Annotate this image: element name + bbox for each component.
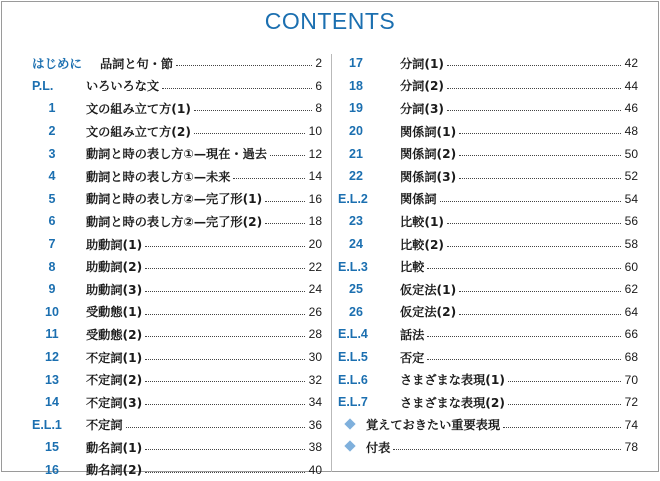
entry-number: 13 bbox=[45, 372, 59, 387]
page-number: 52 bbox=[624, 169, 638, 184]
entry-title: 否定 bbox=[400, 350, 425, 365]
entry-title: 分詞(1) bbox=[400, 56, 444, 71]
dot-leader bbox=[459, 178, 621, 179]
page-number: 20 bbox=[308, 237, 322, 252]
toc-entry[interactable] bbox=[2, 346, 330, 369]
page-number: 26 bbox=[308, 304, 322, 319]
dot-leader bbox=[508, 381, 621, 382]
entry-number: 20 bbox=[349, 124, 363, 139]
page-number: 56 bbox=[624, 214, 638, 229]
entry-title: 文の組み立て方(1) bbox=[86, 101, 191, 116]
toc-entry[interactable] bbox=[2, 210, 330, 233]
dot-leader bbox=[145, 381, 305, 382]
entry-number: 21 bbox=[349, 146, 363, 161]
entry-number: 8 bbox=[48, 259, 56, 274]
page-number: 28 bbox=[308, 327, 322, 342]
dot-leader bbox=[459, 133, 621, 134]
contents-page bbox=[1, 1, 659, 478]
dot-leader bbox=[145, 314, 305, 315]
dot-leader bbox=[459, 291, 621, 292]
entry-number: 14 bbox=[45, 395, 59, 410]
dot-leader bbox=[162, 88, 312, 89]
dot-leader bbox=[459, 155, 621, 156]
toc-entry[interactable] bbox=[2, 142, 330, 165]
page-number: 72 bbox=[624, 395, 638, 410]
entry-number: E.L.4 bbox=[338, 327, 368, 342]
entry-number: はじめに bbox=[32, 57, 83, 72]
page-number: 2 bbox=[315, 56, 322, 71]
toc-entry[interactable] bbox=[338, 368, 638, 391]
entry-title: さまざまな表現(1) bbox=[400, 373, 505, 388]
page-number: 70 bbox=[624, 372, 638, 387]
dot-leader bbox=[145, 359, 305, 360]
page-number: 58 bbox=[624, 237, 638, 252]
entry-title: 文の組み立て方(2) bbox=[86, 124, 191, 139]
entry-title: 動詞と時の表し方①—現在・過去 bbox=[86, 147, 267, 162]
entry-number: 9 bbox=[48, 282, 56, 297]
entry-title: 動名詞(2) bbox=[86, 463, 143, 478]
entry-number: 23 bbox=[349, 214, 363, 229]
entry-number: 25 bbox=[349, 282, 363, 297]
entry-number: 1 bbox=[48, 101, 56, 116]
entry-title: 関係詞(1) bbox=[400, 124, 457, 139]
toc-entry[interactable] bbox=[2, 120, 330, 143]
page-number: 36 bbox=[308, 417, 322, 432]
dot-leader bbox=[427, 359, 621, 360]
entry-title: 受動態(1) bbox=[86, 305, 143, 320]
entry-title: 分詞(2) bbox=[400, 79, 444, 94]
dot-leader bbox=[233, 178, 305, 179]
toc-entry[interactable] bbox=[2, 323, 330, 346]
dot-leader bbox=[145, 246, 305, 247]
toc-entry[interactable] bbox=[338, 255, 638, 278]
toc-entry[interactable] bbox=[338, 436, 638, 459]
page-number: 24 bbox=[308, 282, 322, 297]
toc-entry[interactable] bbox=[338, 301, 638, 324]
dot-leader bbox=[427, 336, 621, 337]
entry-title: 関係詞(3) bbox=[400, 169, 457, 184]
toc-entry[interactable] bbox=[338, 323, 638, 346]
entry-number: 11 bbox=[45, 327, 59, 342]
page-number: 42 bbox=[624, 56, 638, 71]
toc-entry[interactable] bbox=[338, 188, 638, 211]
page-number: 44 bbox=[624, 78, 638, 93]
entry-number: 24 bbox=[349, 237, 363, 252]
toc-entry[interactable] bbox=[2, 75, 330, 98]
page-number: 6 bbox=[315, 78, 322, 93]
entry-title: 不定詞(3) bbox=[86, 395, 143, 410]
entry-number: 26 bbox=[349, 304, 363, 319]
dot-leader bbox=[145, 404, 305, 405]
entry-title: 比較(1) bbox=[400, 214, 444, 229]
entry-number: 18 bbox=[349, 78, 363, 93]
toc-entry[interactable] bbox=[338, 346, 638, 369]
entry-number: 3 bbox=[48, 146, 56, 161]
entry-number: 22 bbox=[349, 169, 363, 184]
toc-entry[interactable] bbox=[338, 75, 638, 98]
entry-number: 19 bbox=[349, 101, 363, 116]
page-number: 68 bbox=[624, 350, 638, 365]
toc-entry[interactable] bbox=[2, 52, 330, 75]
dot-leader bbox=[447, 223, 621, 224]
dot-leader bbox=[145, 291, 305, 292]
page-number: 18 bbox=[308, 214, 322, 229]
entry-title: 仮定法(2) bbox=[400, 305, 457, 320]
page-number: 62 bbox=[624, 282, 638, 297]
page-number: 40 bbox=[308, 462, 322, 477]
dot-leader bbox=[145, 268, 305, 269]
toc-entry[interactable] bbox=[338, 233, 638, 256]
entry-title: 不定詞(1) bbox=[86, 350, 143, 365]
toc-entry[interactable] bbox=[2, 278, 330, 301]
entry-title: 受動態(2) bbox=[86, 327, 143, 342]
dot-leader bbox=[145, 449, 305, 450]
toc-entry[interactable] bbox=[338, 210, 638, 233]
page-number: 74 bbox=[624, 417, 638, 432]
entry-title: 覚えておきたい重要表現 bbox=[366, 418, 501, 433]
page-number: 8 bbox=[315, 101, 322, 116]
toc-entry[interactable] bbox=[338, 165, 638, 188]
dot-leader bbox=[503, 427, 621, 428]
page-number: 38 bbox=[308, 440, 322, 455]
entry-number: 5 bbox=[48, 191, 56, 206]
diamond-bullet-icon bbox=[344, 418, 355, 429]
toc-entry[interactable] bbox=[2, 391, 330, 414]
entry-title: いろいろな文 bbox=[86, 79, 160, 94]
entry-title: 動詞と時の表し方②—完了形(2) bbox=[86, 214, 263, 229]
page-number: 10 bbox=[308, 124, 322, 139]
diamond-bullet-icon bbox=[344, 440, 355, 451]
entry-title: 関係詞(2) bbox=[400, 147, 457, 162]
toc-entry[interactable] bbox=[2, 97, 330, 120]
entry-title: 話法 bbox=[400, 327, 425, 342]
toc-entry[interactable] bbox=[338, 414, 638, 437]
dot-leader bbox=[447, 88, 621, 89]
toc-entry[interactable] bbox=[2, 414, 330, 437]
column-divider bbox=[331, 54, 332, 472]
dot-leader bbox=[126, 427, 305, 428]
dot-leader bbox=[447, 246, 621, 247]
toc-entry[interactable] bbox=[338, 278, 638, 301]
dot-leader bbox=[393, 449, 621, 450]
dot-leader bbox=[427, 268, 621, 269]
entry-number: 4 bbox=[48, 169, 56, 184]
dot-leader bbox=[447, 110, 621, 111]
entry-title: 助動詞(1) bbox=[86, 237, 143, 252]
entry-number: 15 bbox=[45, 440, 59, 455]
toc-entry[interactable] bbox=[2, 459, 330, 481]
dot-leader bbox=[145, 336, 305, 337]
page-number: 78 bbox=[624, 440, 638, 455]
toc-entry[interactable] bbox=[2, 233, 330, 256]
entry-number: 6 bbox=[48, 214, 56, 229]
toc-entry[interactable] bbox=[338, 52, 638, 75]
entry-title: 動詞と時の表し方②—完了形(1) bbox=[86, 192, 263, 207]
entry-title: 不定詞 bbox=[86, 418, 123, 433]
dot-leader bbox=[447, 65, 621, 66]
entry-number: E.L.7 bbox=[338, 395, 368, 410]
page-number: 30 bbox=[308, 350, 322, 365]
page-number: 16 bbox=[308, 191, 322, 206]
page-number: 60 bbox=[624, 259, 638, 274]
entry-title: 不定詞(2) bbox=[86, 373, 143, 388]
page-number: 66 bbox=[624, 327, 638, 342]
dot-leader bbox=[194, 110, 312, 111]
entry-number: 10 bbox=[45, 304, 59, 319]
entry-number: E.L.1 bbox=[32, 417, 62, 432]
toc-entry[interactable] bbox=[2, 165, 330, 188]
entry-number: 17 bbox=[349, 56, 363, 71]
right-column bbox=[338, 52, 638, 459]
dot-leader bbox=[176, 65, 312, 66]
entry-title: さまざまな表現(2) bbox=[400, 395, 505, 410]
page-number: 22 bbox=[308, 259, 322, 274]
entry-number: E.L.6 bbox=[338, 372, 368, 387]
toc-entry[interactable] bbox=[338, 97, 638, 120]
toc-entry[interactable] bbox=[2, 255, 330, 278]
entry-number: 16 bbox=[45, 462, 59, 477]
entry-number: P.L. bbox=[32, 78, 54, 93]
entry-number: E.L.2 bbox=[338, 191, 368, 206]
page-number: 14 bbox=[308, 169, 322, 184]
entry-title: 比較 bbox=[400, 260, 425, 275]
dot-leader bbox=[459, 314, 621, 315]
toc-entry[interactable] bbox=[338, 391, 638, 414]
entry-number: 12 bbox=[45, 350, 59, 365]
entry-number: E.L.5 bbox=[338, 350, 368, 365]
entry-title: 比較(2) bbox=[400, 237, 444, 252]
entry-title: 助動詞(2) bbox=[86, 260, 143, 275]
entry-title: 品詞と句・節 bbox=[100, 56, 174, 71]
entry-title: 付表 bbox=[366, 440, 391, 455]
entry-title: 動名詞(1) bbox=[86, 440, 143, 455]
page-number: 34 bbox=[308, 395, 322, 410]
page-number: 12 bbox=[308, 146, 322, 161]
entry-title: 仮定法(1) bbox=[400, 282, 457, 297]
toc-entry[interactable] bbox=[2, 301, 330, 324]
entry-title: 助動詞(3) bbox=[86, 282, 143, 297]
toc-entry[interactable] bbox=[338, 120, 638, 143]
left-column bbox=[2, 52, 330, 481]
toc-entry[interactable] bbox=[2, 188, 330, 211]
dot-leader bbox=[440, 201, 621, 202]
entry-title: 関係詞 bbox=[400, 192, 437, 207]
toc-entry[interactable] bbox=[2, 436, 330, 459]
entry-number: E.L.3 bbox=[338, 259, 368, 274]
entry-number: 7 bbox=[48, 237, 56, 252]
entry-number: 2 bbox=[48, 124, 56, 139]
page-number: 50 bbox=[624, 146, 638, 161]
page-number: 46 bbox=[624, 101, 638, 116]
dot-leader bbox=[194, 133, 305, 134]
dot-leader bbox=[508, 404, 621, 405]
page-number: 64 bbox=[624, 304, 638, 319]
toc-entry[interactable] bbox=[338, 142, 638, 165]
entry-title: 分詞(3) bbox=[400, 101, 444, 116]
page-number: 32 bbox=[308, 372, 322, 387]
entry-title: 動詞と時の表し方①—未来 bbox=[86, 169, 231, 184]
page-title: CONTENTS bbox=[264, 8, 396, 34]
page-number: 48 bbox=[624, 124, 638, 139]
page-number: 54 bbox=[624, 191, 638, 206]
toc-entry[interactable] bbox=[2, 368, 330, 391]
